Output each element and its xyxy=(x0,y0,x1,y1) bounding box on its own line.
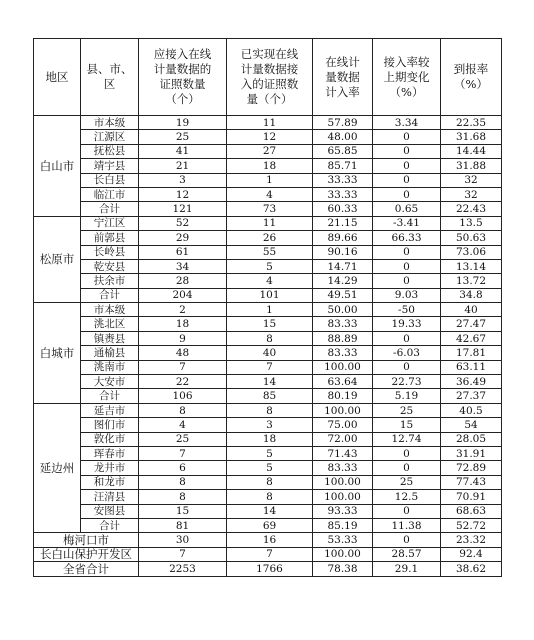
header-region xyxy=(34,39,81,116)
table-row xyxy=(34,504,502,518)
header-line: （个） xyxy=(165,92,200,106)
header-connect-rate xyxy=(313,39,373,116)
county-cell: 和龙市 xyxy=(81,475,139,489)
table-row xyxy=(34,346,502,360)
connected-count-cell: 8 xyxy=(227,403,313,417)
rate-change-cell: 0.65 xyxy=(373,202,441,216)
connected-count-cell: 101 xyxy=(227,288,313,302)
rate-change-cell: -50 xyxy=(373,303,441,317)
connected-count-cell: 4 xyxy=(227,274,313,288)
rate-change-cell: 28.57 xyxy=(373,547,441,561)
connected-count-cell: 14 xyxy=(227,504,313,518)
report-rate-cell: 22.43 xyxy=(441,202,502,216)
table-row xyxy=(34,144,502,158)
header-line: 地区 xyxy=(45,69,69,84)
connected-count-cell: 55 xyxy=(227,245,313,259)
header-expected-count xyxy=(139,39,227,116)
connect-rate-cell: 72.00 xyxy=(313,432,373,446)
rate-change-cell: 0 xyxy=(373,533,441,547)
report-rate-cell: 32 xyxy=(441,187,502,201)
connect-rate-cell: 100.00 xyxy=(313,490,373,504)
expected-count-cell: 121 xyxy=(139,202,227,216)
table-row xyxy=(34,375,502,389)
header-line: 到报率 xyxy=(453,62,489,76)
connected-count-cell: 1 xyxy=(227,173,313,187)
rate-change-cell: 25 xyxy=(373,403,441,417)
report-rate-cell: 31.68 xyxy=(441,130,502,144)
report-rate-cell: 70.91 xyxy=(441,490,502,504)
rate-change-cell: 5.19 xyxy=(373,389,441,403)
expected-count-cell: 30 xyxy=(139,533,227,547)
expected-count-cell: 22 xyxy=(139,375,227,389)
connected-count-cell: 14 xyxy=(227,375,313,389)
report-rate-cell: 23.32 xyxy=(441,533,502,547)
connect-rate-cell: 53.33 xyxy=(313,533,373,547)
table-row xyxy=(34,403,502,417)
expected-count-cell: 7 xyxy=(139,547,227,561)
table-row xyxy=(34,446,502,460)
header-line: 入的证照数 xyxy=(240,77,299,91)
connect-rate-cell: 48.00 xyxy=(313,130,373,144)
expected-count-cell: 6 xyxy=(139,461,227,475)
table-row xyxy=(34,461,502,475)
rate-change-cell: 0 xyxy=(373,173,441,187)
county-cell: 珲春市 xyxy=(81,446,139,460)
report-rate-cell: 40 xyxy=(441,303,502,317)
connect-rate-cell: 75.00 xyxy=(313,418,373,432)
table-row xyxy=(34,231,502,245)
connect-rate-cell: 90.16 xyxy=(313,245,373,259)
connect-rate-cell: 60.33 xyxy=(313,202,373,216)
expected-count-cell: 7 xyxy=(139,446,227,460)
report-rate-cell: 72.89 xyxy=(441,461,502,475)
header-line: 计入率 xyxy=(325,84,360,99)
county-cell: 江源区 xyxy=(81,130,139,144)
table-row xyxy=(34,490,502,504)
connect-rate-cell: 83.33 xyxy=(313,346,373,360)
connect-rate-cell: 83.33 xyxy=(313,461,373,475)
county-cell: 长岭县 xyxy=(81,245,139,259)
county-cell: 洮南市 xyxy=(81,360,139,374)
table-row xyxy=(34,159,502,173)
rate-change-cell: 0 xyxy=(373,245,441,259)
table-row xyxy=(34,389,502,403)
expected-count-cell: 41 xyxy=(139,144,227,158)
connected-count-cell: 7 xyxy=(227,360,313,374)
expected-count-cell: 2253 xyxy=(139,562,227,576)
header-line: （%） xyxy=(454,77,488,91)
rate-change-cell: 19.33 xyxy=(373,317,441,331)
expected-count-cell: 21 xyxy=(139,159,227,173)
header-row xyxy=(34,39,502,116)
connected-count-cell: 16 xyxy=(227,533,313,547)
connect-rate-cell: 50.00 xyxy=(313,303,373,317)
connect-rate-cell: 14.71 xyxy=(313,259,373,273)
connect-rate-cell: 100.00 xyxy=(313,475,373,489)
connected-count-cell: 73 xyxy=(227,202,313,216)
expected-count-cell: 25 xyxy=(139,130,227,144)
table-row xyxy=(34,303,502,317)
region-cell: 白城市 xyxy=(34,303,81,404)
county-cell: 合计 xyxy=(81,202,139,216)
header-line: 应接入在线 xyxy=(153,47,212,61)
connect-rate-cell: 14.29 xyxy=(313,274,373,288)
statistics-table-container xyxy=(33,38,501,577)
report-rate-cell: 27.37 xyxy=(441,389,502,403)
rate-change-cell: 0 xyxy=(373,360,441,374)
connected-count-cell: 8 xyxy=(227,475,313,489)
connected-count-cell: 1766 xyxy=(227,562,313,576)
county-cell: 通榆县 xyxy=(81,346,139,360)
county-cell: 扶余市 xyxy=(81,274,139,288)
rate-change-cell: 66.33 xyxy=(373,231,441,245)
report-rate-cell: 54 xyxy=(441,418,502,432)
rate-change-cell: 15 xyxy=(373,418,441,432)
connected-count-cell: 3 xyxy=(227,418,313,432)
table-row xyxy=(34,274,502,288)
header-line: 接入率较 xyxy=(383,54,430,69)
region-cell: 白山市 xyxy=(34,116,81,217)
table-row xyxy=(34,518,502,532)
expected-count-cell: 52 xyxy=(139,216,227,230)
county-cell: 合计 xyxy=(81,389,139,403)
connected-count-cell: 11 xyxy=(227,216,313,230)
rate-change-cell: 0 xyxy=(373,331,441,345)
report-rate-cell: 38.62 xyxy=(441,562,502,576)
rate-change-cell: 0 xyxy=(373,259,441,273)
rate-change-cell: 12.74 xyxy=(373,432,441,446)
row-province-total xyxy=(34,562,502,576)
county-cell: 延吉市 xyxy=(81,403,139,417)
table-body xyxy=(34,116,502,577)
report-rate-cell: 13.72 xyxy=(441,274,502,288)
county-cell: 合计 xyxy=(81,288,139,302)
county-cell: 前郭县 xyxy=(81,231,139,245)
region-cell: 松原市 xyxy=(34,216,81,302)
county-cell: 敦化市 xyxy=(81,432,139,446)
report-rate-cell: 13.14 xyxy=(441,259,502,273)
table-row xyxy=(34,173,502,187)
connect-rate-cell: 65.85 xyxy=(313,144,373,158)
connected-count-cell: 7 xyxy=(227,547,313,561)
rate-change-cell: 22.73 xyxy=(373,375,441,389)
row-meihekou xyxy=(34,533,502,547)
report-rate-cell: 32 xyxy=(441,173,502,187)
connected-count-cell: 69 xyxy=(227,518,313,532)
report-rate-cell: 28.05 xyxy=(441,432,502,446)
connect-rate-cell: 85.71 xyxy=(313,159,373,173)
report-rate-cell: 73.06 xyxy=(441,245,502,259)
report-rate-cell: 31.91 xyxy=(441,446,502,460)
connected-count-cell: 27 xyxy=(227,144,313,158)
expected-count-cell: 81 xyxy=(139,518,227,532)
header-line: （%） xyxy=(389,84,424,99)
table-row xyxy=(34,475,502,489)
county-cell: 龙井市 xyxy=(81,461,139,475)
connect-rate-cell: 33.33 xyxy=(313,187,373,201)
report-rate-cell: 17.81 xyxy=(441,346,502,360)
connected-count-cell: 40 xyxy=(227,346,313,360)
county-cell: 抚松县 xyxy=(81,144,139,158)
row-changbaishan-zone xyxy=(34,547,502,561)
connected-count-cell: 26 xyxy=(227,231,313,245)
connect-rate-cell: 57.89 xyxy=(313,116,373,130)
county-cell: 宁江区 xyxy=(81,216,139,230)
rate-change-cell: 3.34 xyxy=(373,116,441,130)
county-cell: 临江市 xyxy=(81,187,139,201)
table-row xyxy=(34,331,502,345)
connected-count-cell: 18 xyxy=(227,432,313,446)
table-row xyxy=(34,360,502,374)
report-rate-cell: 13.5 xyxy=(441,216,502,230)
header-line: 上期变化 xyxy=(383,69,430,84)
header-line: 区 xyxy=(103,77,116,91)
connected-count-cell: 85 xyxy=(227,389,313,403)
expected-count-cell: 4 xyxy=(139,418,227,432)
connected-count-cell: 1 xyxy=(227,303,313,317)
table-row xyxy=(34,245,502,259)
connect-rate-cell: 49.51 xyxy=(313,288,373,302)
report-rate-cell: 52.72 xyxy=(441,518,502,532)
header-line: 计量数据的 xyxy=(153,62,212,76)
rate-change-cell: 25 xyxy=(373,475,441,489)
table-row xyxy=(34,202,502,216)
connect-rate-cell: 100.00 xyxy=(313,360,373,374)
header-line: 量数据 xyxy=(325,69,360,84)
rate-change-cell: 0 xyxy=(373,446,441,460)
county-cell: 乾安县 xyxy=(81,259,139,273)
county-cell: 市本级 xyxy=(81,116,139,130)
expected-count-cell: 8 xyxy=(139,490,227,504)
connect-rate-cell: 63.64 xyxy=(313,375,373,389)
connected-count-cell: 4 xyxy=(227,187,313,201)
table-row xyxy=(34,418,502,432)
connected-count-cell: 5 xyxy=(227,446,313,460)
header-connected-count xyxy=(227,39,313,116)
header-line: 在线计 xyxy=(325,54,360,69)
connect-rate-cell: 78.38 xyxy=(313,562,373,576)
connect-rate-cell: 33.33 xyxy=(313,173,373,187)
report-rate-cell: 36.49 xyxy=(441,375,502,389)
header-county xyxy=(81,39,139,116)
summary-label-cell: 长白山保护开发区 xyxy=(34,547,139,561)
connect-rate-cell: 80.19 xyxy=(313,389,373,403)
table-row xyxy=(34,116,502,130)
rate-change-cell: 0 xyxy=(373,144,441,158)
header-line: 量（个） xyxy=(246,92,293,106)
report-rate-cell: 68.63 xyxy=(441,504,502,518)
expected-count-cell: 28 xyxy=(139,274,227,288)
report-rate-cell: 42.67 xyxy=(441,331,502,345)
expected-count-cell: 3 xyxy=(139,173,227,187)
report-rate-cell: 40.5 xyxy=(441,403,502,417)
rate-change-cell: 29.1 xyxy=(373,562,441,576)
expected-count-cell: 61 xyxy=(139,245,227,259)
report-rate-cell: 31.88 xyxy=(441,159,502,173)
expected-count-cell: 48 xyxy=(139,346,227,360)
expected-count-cell: 2 xyxy=(139,303,227,317)
metering-data-table xyxy=(33,38,502,577)
report-rate-cell: 34.8 xyxy=(441,288,502,302)
expected-count-cell: 29 xyxy=(139,231,227,245)
report-rate-cell: 77.43 xyxy=(441,475,502,489)
connect-rate-cell: 88.89 xyxy=(313,331,373,345)
table-row xyxy=(34,317,502,331)
connect-rate-cell: 93.33 xyxy=(313,504,373,518)
rate-change-cell: 0 xyxy=(373,461,441,475)
connected-count-cell: 8 xyxy=(227,490,313,504)
connect-rate-cell: 100.00 xyxy=(313,547,373,561)
header-line: 计量数据接 xyxy=(240,62,299,76)
county-cell: 图们市 xyxy=(81,418,139,432)
table-row xyxy=(34,216,502,230)
header-rate-change xyxy=(373,39,441,116)
rate-change-cell: 9.03 xyxy=(373,288,441,302)
expected-count-cell: 9 xyxy=(139,331,227,345)
report-rate-cell: 27.47 xyxy=(441,317,502,331)
connect-rate-cell: 85.19 xyxy=(313,518,373,532)
table-row xyxy=(34,288,502,302)
table-row xyxy=(34,187,502,201)
expected-count-cell: 25 xyxy=(139,432,227,446)
rate-change-cell: -6.03 xyxy=(373,346,441,360)
expected-count-cell: 12 xyxy=(139,187,227,201)
rate-change-cell: 0 xyxy=(373,159,441,173)
expected-count-cell: 106 xyxy=(139,389,227,403)
connected-count-cell: 12 xyxy=(227,130,313,144)
rate-change-cell: 0 xyxy=(373,130,441,144)
table-row xyxy=(34,259,502,273)
header-report-rate xyxy=(441,39,502,116)
connected-count-cell: 18 xyxy=(227,159,313,173)
header-line: 已实现在线 xyxy=(240,47,299,61)
county-cell: 镇赉县 xyxy=(81,331,139,345)
connect-rate-cell: 71.43 xyxy=(313,446,373,460)
header-line: 证照数量 xyxy=(159,77,206,91)
rate-change-cell: 12.5 xyxy=(373,490,441,504)
expected-count-cell: 7 xyxy=(139,360,227,374)
rate-change-cell: 0 xyxy=(373,274,441,288)
county-cell: 大安市 xyxy=(81,375,139,389)
rate-change-cell: 0 xyxy=(373,187,441,201)
connected-count-cell: 15 xyxy=(227,317,313,331)
table-row xyxy=(34,130,502,144)
expected-count-cell: 15 xyxy=(139,504,227,518)
summary-label-cell: 梅河口市 xyxy=(34,533,139,547)
expected-count-cell: 204 xyxy=(139,288,227,302)
report-rate-cell: 14.44 xyxy=(441,144,502,158)
expected-count-cell: 34 xyxy=(139,259,227,273)
connect-rate-cell: 89.66 xyxy=(313,231,373,245)
county-cell: 安图县 xyxy=(81,504,139,518)
county-cell: 市本级 xyxy=(81,303,139,317)
connect-rate-cell: 100.00 xyxy=(313,403,373,417)
expected-count-cell: 8 xyxy=(139,475,227,489)
expected-count-cell: 19 xyxy=(139,116,227,130)
report-rate-cell: 63.11 xyxy=(441,360,502,374)
expected-count-cell: 8 xyxy=(139,403,227,417)
expected-count-cell: 18 xyxy=(139,317,227,331)
report-rate-cell: 92.4 xyxy=(441,547,502,561)
region-cell: 延边州 xyxy=(34,403,81,533)
county-cell: 合计 xyxy=(81,518,139,532)
summary-label-cell: 全省合计 xyxy=(34,562,139,576)
connected-count-cell: 5 xyxy=(227,259,313,273)
county-cell: 靖宇县 xyxy=(81,159,139,173)
table-row xyxy=(34,432,502,446)
county-cell: 汪清县 xyxy=(81,490,139,504)
header-line: 县、市、 xyxy=(86,62,133,76)
report-rate-cell: 50.63 xyxy=(441,231,502,245)
county-cell: 洮北区 xyxy=(81,317,139,331)
connected-count-cell: 11 xyxy=(227,116,313,130)
rate-change-cell: 0 xyxy=(373,504,441,518)
connect-rate-cell: 83.33 xyxy=(313,317,373,331)
connected-count-cell: 8 xyxy=(227,331,313,345)
report-rate-cell: 22.35 xyxy=(441,116,502,130)
county-cell: 长白县 xyxy=(81,173,139,187)
rate-change-cell: -3.41 xyxy=(373,216,441,230)
connect-rate-cell: 21.15 xyxy=(313,216,373,230)
rate-change-cell: 11.38 xyxy=(373,518,441,532)
connected-count-cell: 5 xyxy=(227,461,313,475)
